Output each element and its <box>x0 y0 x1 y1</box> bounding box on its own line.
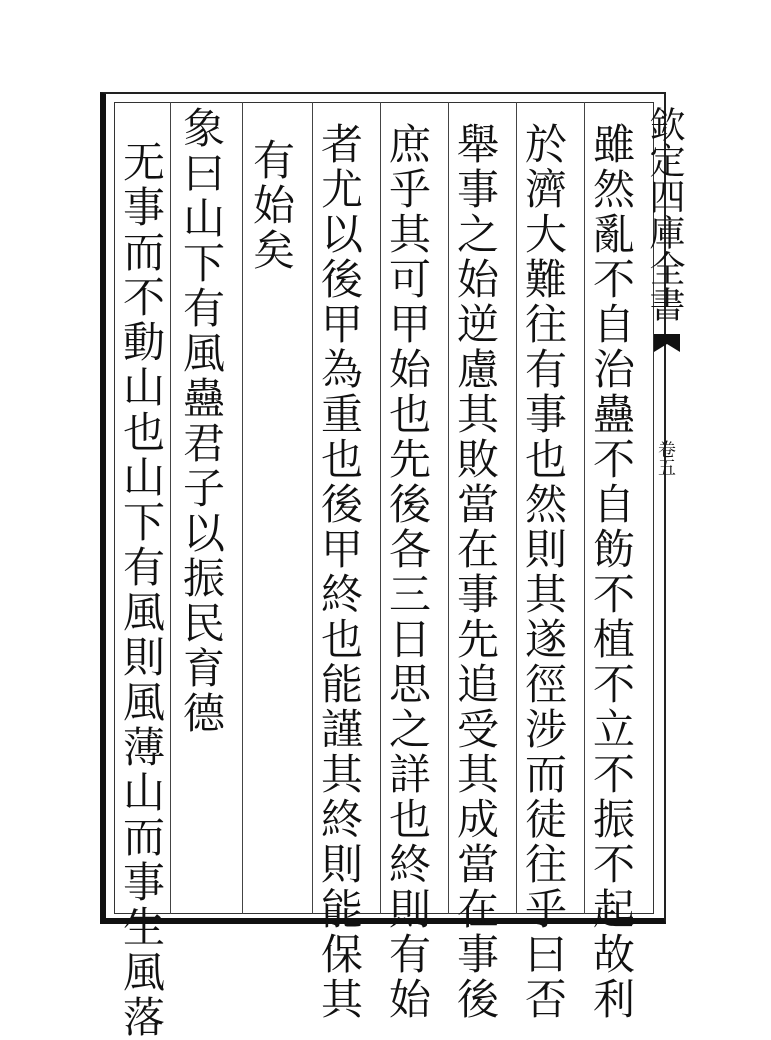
text-column-2: 於濟大難往有事也然則其遂徑涉而徒往乎曰否 <box>519 122 568 1022</box>
text-column-8: 无事而不動山也山下有風則風薄山而事生風落 <box>117 140 166 1040</box>
column-rule <box>516 102 517 914</box>
column-rule <box>380 102 381 914</box>
text-column-4: 庶乎其可甲始也先後各三日思之詳也終則有始 <box>383 122 432 1022</box>
column-rule <box>170 102 171 914</box>
text-column-6: 有始矣 <box>247 138 296 273</box>
column-rule <box>448 102 449 914</box>
column-rule <box>312 102 313 914</box>
text-column-1: 雖然亂不自治蠱不自飭不植不立不振不起故利 <box>587 122 636 1022</box>
xiang-commentary-column: 象曰山下有風蠱君子以振民育德 <box>177 106 226 736</box>
column-rule <box>242 102 243 914</box>
volume-number-margin: 卷五 <box>655 440 676 476</box>
fish-tail-mark-icon <box>652 332 682 378</box>
column-rule <box>584 102 585 914</box>
text-column-5: 者尤以後甲為重也後甲終也能謹其終則能保其 <box>315 122 364 1022</box>
book-title-margin: 欽定四庫全書 <box>644 106 685 322</box>
text-column-3: 舉事之始逆慮其敗當在事先追受其成當在事後 <box>451 122 500 1022</box>
